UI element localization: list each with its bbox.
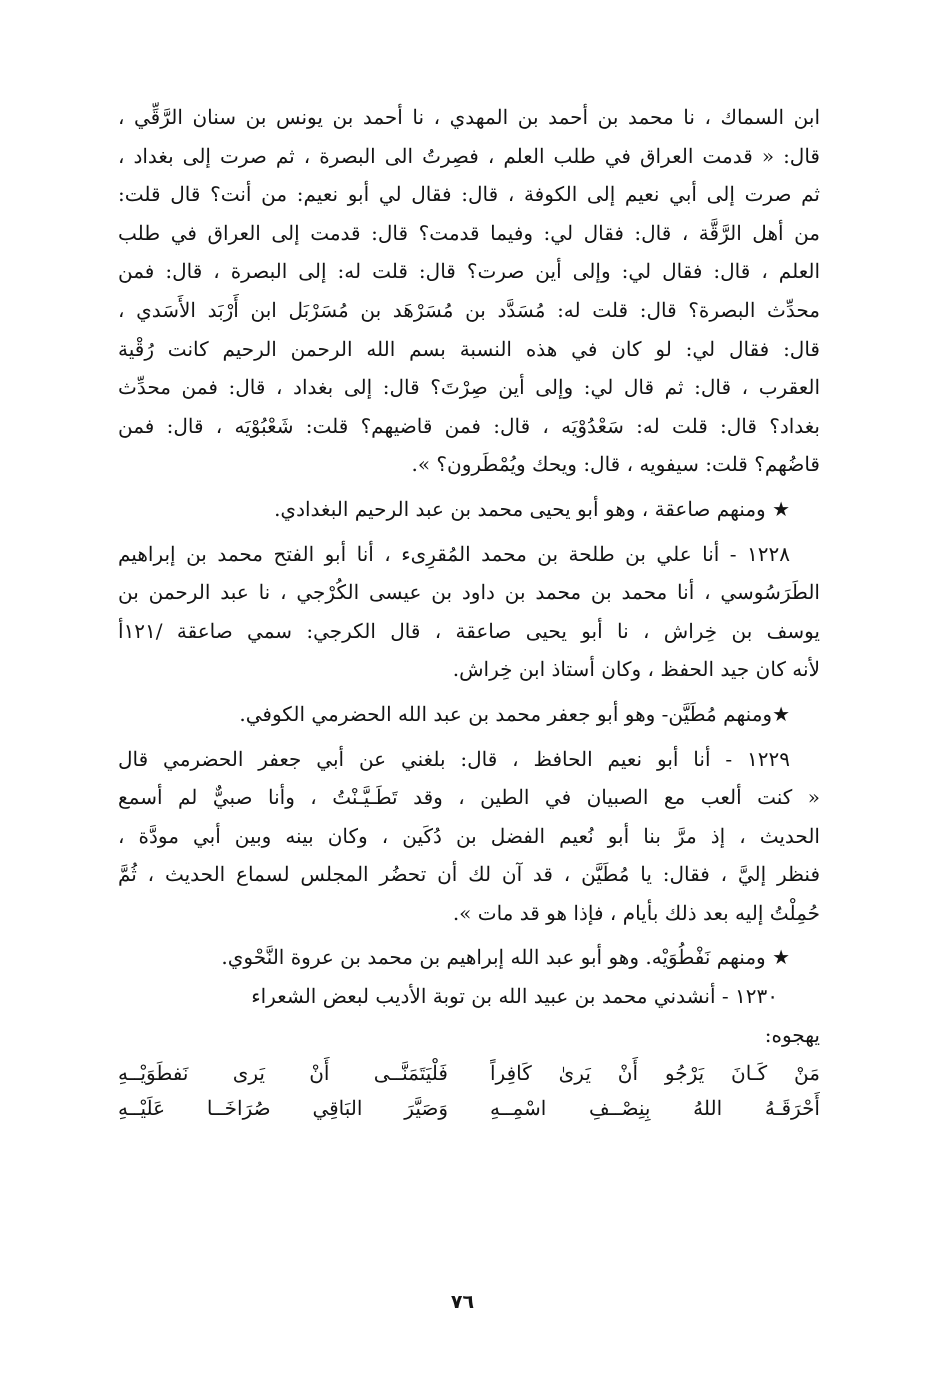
poem-first-hemistich: أَحْرَقَـهُ اللهُ بِنِصْــفِ اسْمِــهِ: [490, 1096, 820, 1121]
paragraph-1228: [118, 535, 820, 689]
text-line: ١٢٢٨ - أنا علي بن طلحة بن محمد المُقرِىء ، أنا أبو الفتح محمد بن إبراهيم: [118, 541, 790, 566]
text-line: ثم صرت إلى أبي نعيم إلى الكوفة ، قال: فقال لي أبو نعيم: من أنت؟ قال قلت:: [118, 182, 820, 207]
paragraph-1230: [118, 977, 820, 1054]
text-line: لأنه كان جيد الحفظ ، وكان أستاذ ابن خِراش.: [452, 657, 820, 682]
poem-second-hemistich: وَصَيَّرَ البَاقِي صُرَاخَــا عَلَيْــهِ: [118, 1096, 448, 1121]
section-heading-niftawayh: ★ ومنهم نَفْطُوَيْه. وهو أبو عبد الله إبراهيم بن محمد بن عروة النَّحْوي.: [221, 945, 790, 970]
poem-second-hemistich: فَلْيَتَمَنَّــى أَنْ يَرى نَفطَوَيْــهِ: [118, 1061, 448, 1086]
text-line: ابن السماك ، نا محمد بن أحمد بن المهدي ، نا أحمد بن يونس بن سنان الرَّقِّي ،: [118, 105, 820, 129]
text-line: بغداد؟ قال: قلت له: سَعْدُوْيَه ، قال: فمن قاضيهم؟ قلت: شَعْبُوْيَه ، قال: فمن: [118, 413, 820, 438]
poem: [118, 1056, 820, 1126]
text-line: الطَرَسُوسي ، أنا محمد بن محمد بن داود بن عيسى الكُرْجي ، نا عبد الرحمن بن: [118, 580, 820, 605]
text-line: قاضُهم؟ قلت: سيفويه ، قال: ويحك ويُمْطَرون؟ ».: [411, 452, 820, 477]
text-line: يهجوه:: [764, 1022, 820, 1047]
page-body: [118, 98, 820, 1348]
text-line: حُمِلْتُ إليه بعد ذلك بأيام ، فإذا هو قد مات ».: [452, 900, 820, 925]
text-line: ١٢٢٩ - أنا أبو نعيم الحافظ ، قال: بلغني عن أبي جعفر الحضرمي قال: [118, 746, 790, 771]
poem-verse: [118, 1056, 820, 1091]
text-line: يوسف بن خِراش ، نا أبو يحيى صاعقة ، قال الكرجي: سمي صاعقة /١٢١أ: [118, 618, 820, 643]
page-number: ٧٦: [450, 1291, 475, 1313]
paragraph-1229: [118, 740, 820, 933]
section-heading-mutayyan: ★ومنهم مُطَيَّن- وهو أبو جعفر محمد بن عبد الله الحضرمي الكوفي.: [239, 701, 790, 726]
text-line: « كنت ألعب مع الصبيان في الطين ، وقد تَطَـيَّـنْتُ ، وأنا صبيٌّ لم أسمع: [118, 785, 820, 810]
paragraph-1: [118, 98, 820, 484]
text-line: من أهل الرَّقَّة ، قال: فقال لي: وفيما قدمت؟ قال: قدمت إلى العراق في طلب: [118, 220, 820, 245]
poem-first-hemistich: مَنْ كَـانَ يَرْجُو أَنْ يَرىٰ كَافِراً: [490, 1061, 820, 1086]
text-line: ١٢٣٠ - أنشدني محمد بن عبيد الله بن توبة الأديب لبعض الشعراء: [251, 984, 778, 1009]
text-line: محدِّث البصرة؟ قال: قلت له: مُسَدَّد بن مُسَرْهَد بن مُسَرْبَل ابن أَرْبَد الأَسَدي ،: [118, 297, 820, 322]
text-line: قال: فقال لي: لو كان في هذه النسبة بسم الله الرحمن الرحيم كانت رُقْية: [118, 336, 820, 361]
section-heading-saiqa: ★ ومنهم صاعقة ، وهو أبو يحيى محمد بن عبد الرحيم البغدادي.: [274, 496, 790, 521]
text-line: العقرب ، قال: ثم قال لي: وإلى أين صِرْتَ؟ قال: إلى بغداد ، قال: فمن محدِّث: [118, 375, 820, 400]
text-line: الحديث ، إذ مرَّ بنا أبو نُعيم الفضل بن دُكَين ، وكان بينه وبين أبي مودَّة ،: [118, 823, 820, 848]
text-line: العلم ، قال: فقال لي: وإلى أين صرت؟ قال: قلت له: إلى البصرة ، قال: فمن: [118, 259, 820, 284]
poem-verse: [118, 1091, 820, 1126]
text-line: قال: « قدمت العراق في طلب العلم ، فصِرتُ الى البصرة ، ثم صرت إلى بغداد ،: [118, 143, 820, 168]
text-line: فنظر إليَّ ، فقال: يا مُطَيَّن ، قد آن لك أن تحضُر المجلس لسماع الحديث ، ثُمَّ: [118, 862, 820, 887]
